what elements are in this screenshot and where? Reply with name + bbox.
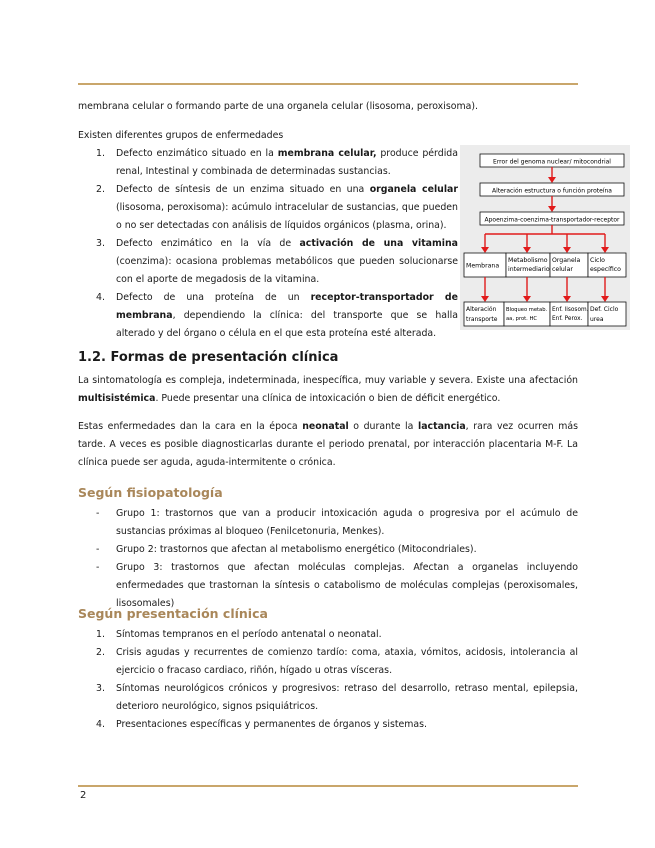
list-item: 4. Presentaciones específicas y permanentes de órganos y sistemas. — [96, 719, 428, 730]
group-item: 4. Defecto de una proteína de un receptor-transportador de membrana, dependiendo la clínica: del transporte que se halla alterado y del órgano o célula en el que esta proteína esté alterada. — [96, 292, 458, 339]
diagram-membrana: Membrana — [466, 262, 500, 270]
diagram-metabolismo: Metabolismo — [508, 257, 548, 264]
header-rule — [78, 83, 578, 85]
groups-intro: Existen diferentes grupos de enfermedades — [78, 130, 284, 141]
list-item: - Grupo 1: trastornos que van a producir intoxicación aguda o progresiva por el acúmulo de sustancias próximas al bloqueo (Fenilcetonuria, Menkes). — [96, 508, 578, 537]
page-number: 2 — [80, 790, 87, 801]
group-item: 3. Defecto enzimático en la vía de activación de una vitamina (coenzima): ocasiona problemas metabólicos que pueden solucionarse con el aporte de megadosis de la vitamina. — [96, 238, 458, 285]
pathophysiology-diagram — [460, 145, 630, 330]
paragraph-presentacion: Estas enfermedades dan la cara en la época neonatal o durante la lactancia, rara vez ocurren más tarde. A veces es posible diagnosticarlas durante el periodo prenatal, por interacción placentaria M-F. La clínica puede ser aguda, aguda-intermitente o crónica. — [78, 421, 578, 468]
list-item: 1. Síntomas tempranos en el período antenatal o neonatal. — [96, 629, 382, 640]
diagram-def-ciclo: Def. Ciclo — [590, 306, 619, 313]
diagram-especifico: específico — [590, 266, 621, 273]
group-item: 2. Defecto de síntesis de un enzima situado en una organela celular (lisosoma, peroxisoma): acúmulo intracelular de sustancias, que pueden o no ser detectadas con análisis de líquidos orgánicos (plasma, orina). — [96, 184, 459, 231]
diagram-box-protein: Alteración estructura o función proteína — [492, 187, 612, 195]
group-item: 1. Defecto enzimático situado en la membrana celular, produce pérdida renal, Intestinal y combinada de determinadas sustancias. — [96, 148, 458, 177]
list-item: 3. Síntomas neurológicos crónicos y progresivos: retraso del desarrollo, retraso mental, epilepsia, deterioro neurológico, signos psiquiátricos. — [96, 683, 578, 712]
section-title: 1.2. Formas de presentación clínica — [78, 350, 339, 365]
diagram-organela: Organela — [552, 257, 581, 264]
list-item: - Grupo 2: trastornos que afectan al metabolismo energético (Mitocondriales). — [96, 544, 477, 555]
groups-list — [78, 145, 458, 343]
diagram-bloqueo: Bloqueo metab. — [506, 307, 548, 313]
diagram-intermediario: intermediario — [508, 266, 550, 273]
diagram-urea: urea — [590, 316, 604, 323]
paragraph-sintomatologia: La sintomatología es compleja, indeterminada, inespecífica, muy variable y severa. Existe una afectación multisistémica. Puede presentar una clínica de intoxicación o bien de déficit energético. — [78, 375, 578, 404]
diagram-aa-prot: aa, prot. HC — [506, 316, 537, 322]
heading-fisiopatologia: Según fisiopatología — [78, 485, 223, 500]
list-item: - Grupo 3: trastornos que afectan moléculas complejas. Afectan a organelas incluyendo enfermedades que trastornan la síntesis o catabolismo de moléculas complejas (peroxisomales, lisosomales) — [96, 562, 578, 609]
diagram-ciclo: Ciclo — [590, 257, 605, 264]
diagram-alteracion: Alteración — [466, 306, 497, 313]
footer-rule — [78, 785, 578, 787]
diagram-box-genome: Error del genoma nuclear/ mitocondrial — [493, 158, 611, 166]
heading-presentacion-clinica: Según presentación clínica — [78, 606, 268, 621]
intro-line: membrana celular o formando parte de una organela celular (lisosoma, peroxisoma). — [78, 101, 478, 112]
clinica-list — [78, 626, 578, 734]
diagram-celular: celular — [552, 266, 573, 273]
diagram-transporte: transporte — [466, 316, 498, 323]
list-item: 2. Crisis agudas y recurrentes de comienzo tardío: coma, ataxia, vómitos, acidosis, intolerancia al ejercicio o fracaso cardiaco, riñón, hígado u otras vísceras. — [96, 647, 578, 676]
diagram-enf-lisosom: Enf. lisosom. — [552, 307, 589, 313]
diagram-box-apoenzyme: Apoenzima-coenzima-transportador-receptor — [484, 216, 620, 224]
fisiopatologia-list — [78, 505, 578, 613]
diagram-enf-perox: Enf. Perox. — [552, 316, 583, 322]
